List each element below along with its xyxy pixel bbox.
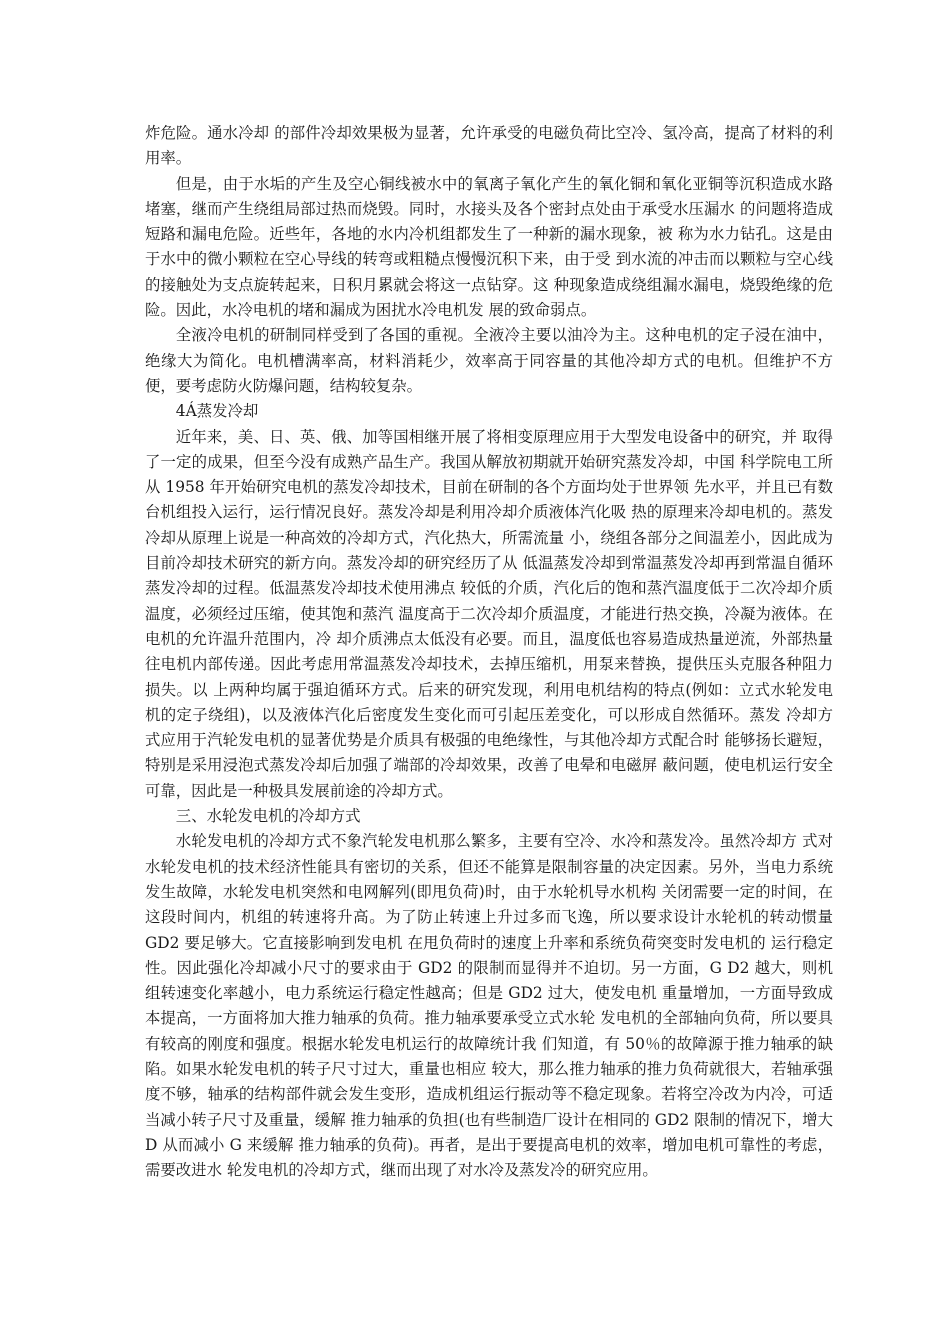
paragraph-hydro-generator-cooling: 水轮发电机的冷却方式不象汽轮发电机那么繁多，主要有空冷、水冷和蒸发冷。虽然冷却方 式对水轮发电机的技术经济性能具有密切的关系，但还不能算是限制容量的决定因素。另外，当电力系统发生故障，水轮发电机突然和电网解列(即甩负荷)时，由于水轮机导水机构 关闭需要一定的时间，在这段时间内，机组的转速将升高。为了防止转速上升过多而飞逸，所以要求设计水轮机的转动惯量 GD2 要足够大。它直接影响到发电机 在甩负荷时的速度上升率和系统负荷突变时发电机的 运行稳定性。因此强化冷却减小尺寸的要求由于 GD2 的限制而显得并不迫切。另一方面，G D2 越大，则机组转速变化率越小，电力系统运行稳定性越高；但是 GD2 过大，使发电机 重量增加，一方面导致成本提高，一方面将加大推力轴承的负荷。推力轴承要承受立式水轮 发电机的全部轴向负荷，所以要具有较高的刚度和强度。根据水轮发电机运行的故障统计我 们知道，有 50％的故障源于推力轴承的缺陷。如果水轮发电机的转子尺寸过大，重量也相应 较大，那么推力轴承的推力负荷就很大，若轴承强度不够，轴承的结构部件就会发生变形，造成机组运行振动等不稳定现象。若将空冷改为内冷，可适当减小转子尺寸及重量，缓解 推力轴承的负担(也有些制造厂设计在相同的 GD2 限制的情况下，增大 D 从而减小 G 来缓解 推力轴承的负荷)。再者，是出于要提高电机的效率，增加电机可靠性的考虑，需要改进水 轮发电机的冷却方式，继而出现了对水冷及蒸发冷的研究应用。 (145, 832, 833, 1180)
section-heading-evaporative-cooling: 4Á蒸发冷却 (175, 402, 259, 421)
paragraph-water-cooling-benefits: 炸危险。通水冷却 的部件冷却效果极为显著，允许承受的电磁负荷比空冷、氢冷高，提高了材料的利用率。 (145, 124, 833, 168)
paragraph-full-liquid-cooling: 全液冷电机的研制同样受到了各国的重视。全液冷主要以油冷为主。这种电机的定子浸在油中，绝缘大为简化。电机槽满率高，材料消耗少，效率高于同容量的其他冷却方式的电机。但维护不方便，要考虑防火防爆问题，结构较复杂。 (145, 326, 833, 395)
section-heading-hydro-generator-cooling: 三、水轮发电机的冷却方式 (175, 807, 361, 826)
document-page (145, 121, 833, 1183)
paragraph-evaporative-cooling: 近年来，美、日、英、俄、加等国相继开展了将相变原理应用于大型发电设备中的研究，并 取得了一定的成果，但至今没有成熟产品生产。我国从解放初期就开始研究蒸发冷却，中国 科学院电工所从 1958 年开始研究电机的蒸发冷却技术，目前在研制的各个方面均处于世界领 先水平，并且已有数台机组投入运行，运行情况良好。蒸发冷却是利用冷却介质液体汽化吸 热的原理来冷却电机的。蒸发冷却从原理上说是一种高效的冷却方式，汽化热大，所需流量 小，绕组各部分之间温差小，因此成为目前冷却技术研究的新方向。蒸发冷却的研究经历了从 低温蒸发冷却到常温蒸发冷却再到常温自循环蒸发冷却的过程。低温蒸发冷却技术使用沸点 较低的介质，汽化后的饱和蒸汽温度低于二次冷却介质温度，必须经过压缩，使其饱和蒸汽 温度高于二次冷却介质温度，才能进行热交换，冷凝为液体。在电机的允许温升范围内，冷 却介质沸点太低没有必要。而且，温度低也容易造成热量逆流，外部热量往电机内部传递。因此考虑用常温蒸发冷却技术，去掉压缩机，用泵来替换，提供压头克服各种阻力损失。以 上两种均属于强迫循环方式。后来的研究发现，利用电机结构的特点(例如：立式水轮发电 机的定子绕组)，以及液体汽化后密度发生变化而可引起压差变化，可以形成自然循环。蒸发 冷却方式应用于汽轮发电机的显著优势是介质具有极强的电绝缘性，与其他冷却方式配合时 能够扬长避短，特别是采用浸泡式蒸发冷却后加强了端部的冷却效果，改善了电晕和电磁屏 蔽问题，使电机运行安全可靠，因此是一种极具发展前途的冷却方式。 (145, 427, 833, 800)
paragraph-water-cooling-problems: 但是，由于水垢的产生及空心铜线被水中的氧离子氧化产生的氧化铜和氧化亚铜等沉积造成水路堵塞，继而产生绕组局部过热而烧毁。同时，水接头及各个密封点处由于承受水压漏水 的问题将造成短路和漏电危险。近些年，各地的水内冷机组都发生了一种新的漏水现象，被 称为水力钻孔。这是由于水中的微小颗粒在空心导线的转弯或粗糙点慢慢沉积下来，由于受 到水流的冲击而以颗粒与空心线的接触处为支点旋转起来，日积月累就会将这一点钻穿。这 种现象造成绕组漏水漏电，烧毁绝缘的危险。因此，水冷电机的堵和漏成为困扰水冷电机发 展的致命弱点。 (145, 174, 833, 320)
